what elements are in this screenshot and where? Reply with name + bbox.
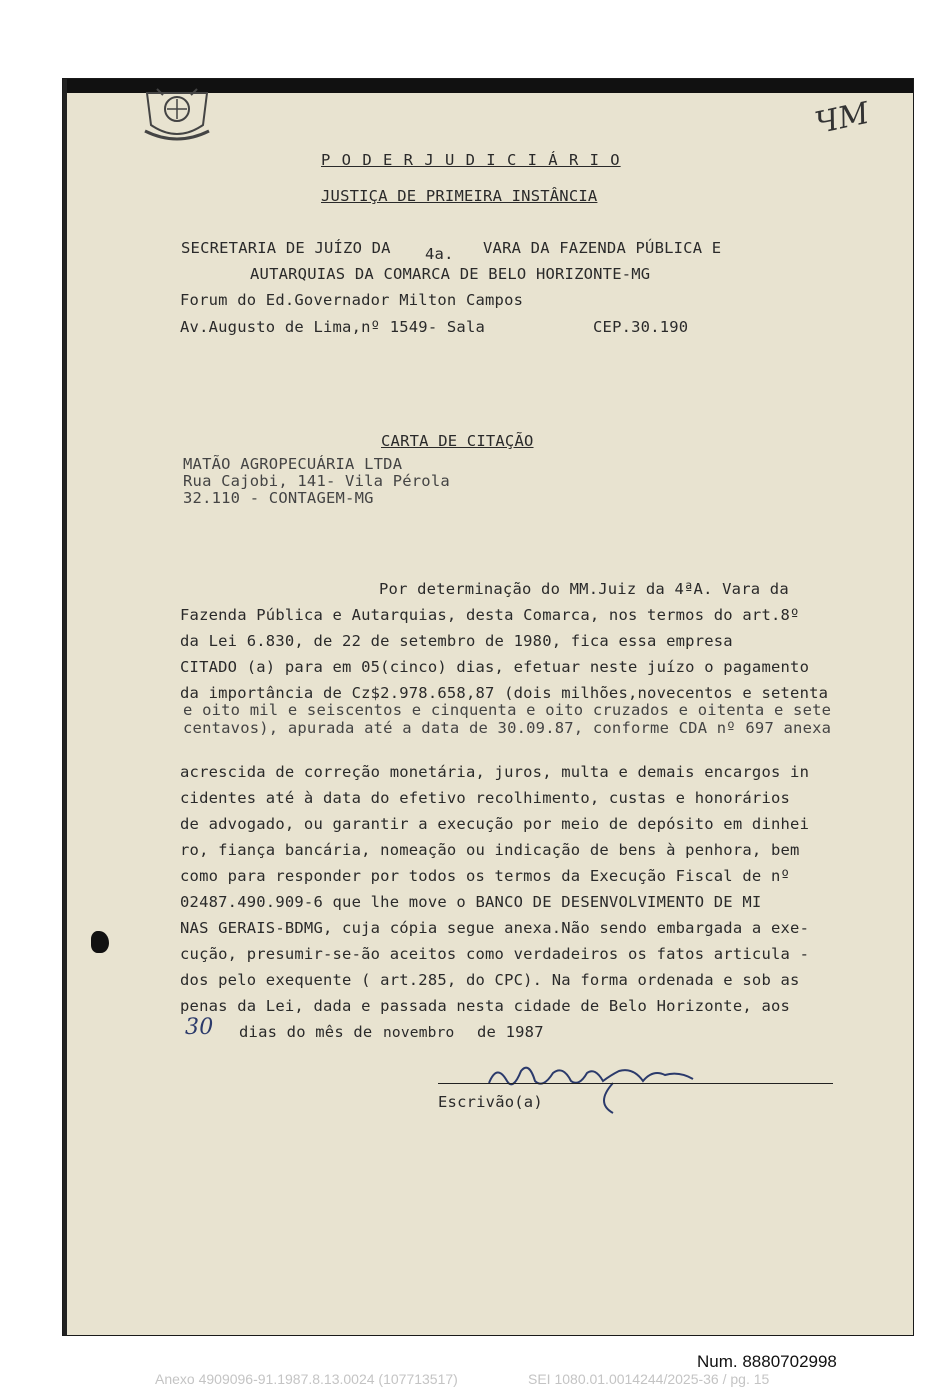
coat-of-arms-seal	[141, 85, 213, 141]
body-line-5: e oito mil e seiscentos e cinquenta e oito cruzados e oitenta e sete	[183, 701, 832, 719]
footer-sei: SEI 1080.01.0014244/2025-36 / pg. 15	[528, 1371, 770, 1387]
body-line-2: da Lei 6.830, de 22 de setembro de 1980, fica essa empresa	[180, 632, 733, 650]
header-secretaria-prefix: SECRETARIA DE JUÍZO DA	[181, 239, 391, 257]
body-line-10: ro, fiança bancária, nomeação ou indicação de bens à penhora, bem	[180, 841, 800, 859]
body-line-3: CITADO (a) para em 05(cinco) dias, efetuar neste juízo o pagamento	[180, 658, 810, 676]
recipient-name: MATÃO AGROPECUÁRIA LTDA	[183, 455, 403, 473]
header-poder-judiciario: P O D E R J U D I C I Á R I O	[321, 151, 621, 169]
scan-edge-left	[63, 79, 67, 1335]
document-sheet	[62, 78, 914, 1336]
body-line-8: cidentes até à data do efetivo recolhimento, custas e honorários	[180, 789, 791, 807]
footer-annex: Anexo 4909096-91.1987.8.13.0024 (107713517)	[155, 1371, 458, 1387]
footer-num: Num. 8880702998	[697, 1352, 837, 1371]
date-text-1: dias do mês de	[239, 1023, 373, 1041]
header-justica: JUSTIÇA DE PRIMEIRA INSTÂNCIA	[321, 187, 598, 205]
ink-blot	[91, 931, 109, 953]
body-line-1: Fazenda Pública e Autarquias, desta Comarca, nos termos do art.8º	[180, 606, 800, 624]
header-autarquias: AUTARQUIAS DA COMARCA DE BELO HORIZONTE-MG	[250, 265, 651, 283]
header-forum: Forum do Ed.Governador Milton Campos	[180, 291, 524, 309]
date-text-2: de 1987	[477, 1023, 544, 1041]
body-line-0: Por determinação do MM.Juiz da 4ªA. Vara da	[379, 580, 789, 598]
header-vara-num: 4a.	[425, 245, 454, 263]
signature-label: Escrivão(a)	[438, 1093, 543, 1111]
body-line-6: centavos), apurada até a data de 30.09.87, conforme CDA nº 697 anexa	[183, 719, 832, 737]
recipient-street: Rua Cajobi, 141- Vila Pérola	[183, 472, 450, 490]
date-day-handwritten: 30	[185, 1015, 214, 1040]
body-line-13: NAS GERAIS-BDMG, cuja cópia segue anexa.Não sendo embargada a exe-	[180, 919, 810, 937]
body-line-15: dos pelo exequente ( art.285, do CPC). Na forma ordenada e sob as	[180, 971, 800, 989]
header-endereco: Av.Augusto de Lima,nº 1549- Sala	[180, 318, 486, 336]
header-secretaria-suffix: VARA DA FAZENDA PÚBLICA E	[483, 239, 722, 257]
body-line-9: de advogado, ou garantir a execução por meio de depósito em dinhei	[180, 815, 810, 833]
body-line-4: da importância de Cz$2.978.658,87 (dois milhões,novecentos e setenta	[180, 684, 829, 702]
signature-line	[438, 1083, 833, 1084]
recipient-city: 32.110 - CONTAGEM-MG	[183, 489, 374, 507]
corner-initials: ЧМ	[811, 95, 873, 142]
header-cep: CEP.30.190	[593, 318, 689, 336]
body-line-14: cução, presumir-se-ão aceitos como verdadeiros os fatos articula -	[180, 945, 810, 963]
body-line-11: como para responder por todos os termos da Execução Fiscal de nº	[180, 867, 791, 885]
document-title: CARTA DE CITAÇÃO	[381, 432, 534, 450]
date-month: novembro	[383, 1025, 455, 1041]
body-line-7: acrescida de correção monetária, juros, multa e demais encargos in	[180, 763, 810, 781]
body-line-16: penas da Lei, dada e passada nesta cidade de Belo Horizonte, aos	[180, 997, 791, 1015]
body-line-12: 02487.490.909-6 que lhe move o BANCO DE DESENVOLVIMENTO DE MI	[180, 893, 762, 911]
